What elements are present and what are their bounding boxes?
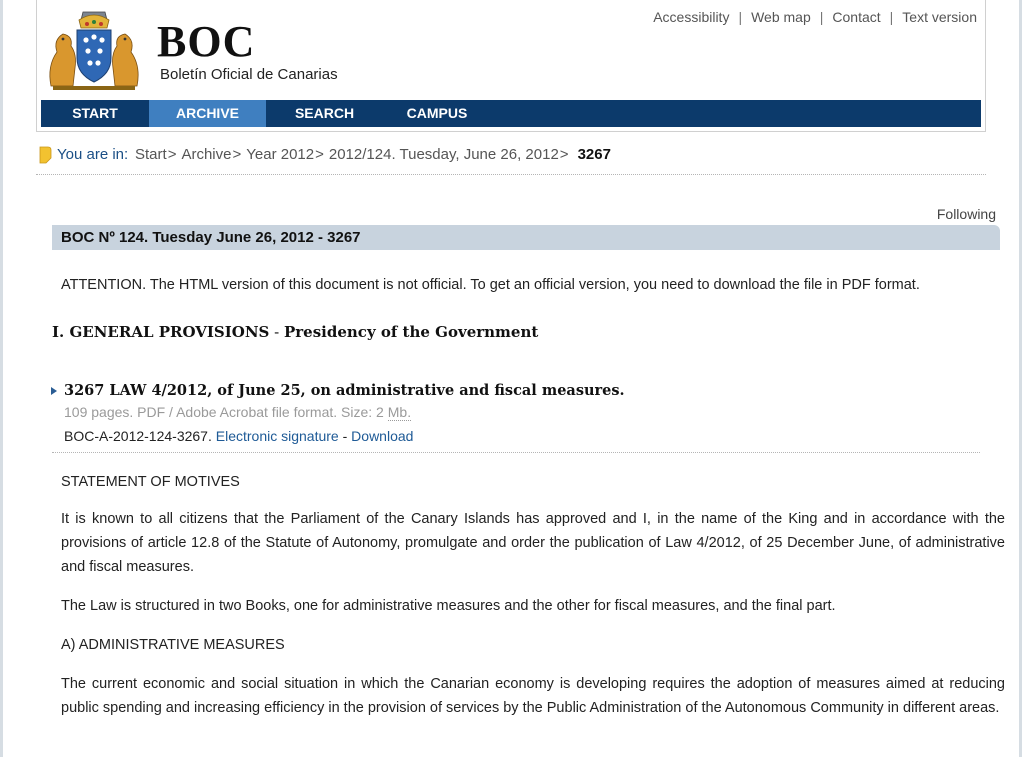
- brand-subtitle: Boletín Oficial de Canarias: [160, 66, 338, 83]
- document-title-bar: [52, 225, 1000, 250]
- accessibility-link[interactable]: Accessibility: [653, 9, 730, 25]
- window-edge-left: [0, 0, 3, 757]
- law-reference-code: BOC-A-2012-124-3267.: [64, 428, 216, 444]
- paragraph-1: It is known to all citizens that the Parliament of the Canary Islands has approved and I, in the name of the King and in accordance with the provisions of article 12.8 of the Statute of Autonomy, promulgate and order the publication of Law 4/2012, of 25 December June, of administrative and fiscal measures.: [61, 511, 1005, 575]
- breadcrumb-item-start[interactable]: Start: [135, 146, 167, 163]
- breadcrumb-separator: >: [232, 146, 242, 163]
- nav-start[interactable]: START: [72, 105, 118, 121]
- nav-search[interactable]: SEARCH: [294, 105, 355, 121]
- canarias-coat-of-arms-icon[interactable]: [43, 6, 145, 92]
- administrative-heading: A) ADMINISTRATIVE MEASURES: [61, 637, 285, 653]
- top-links: [653, 9, 977, 25]
- breadcrumb-item-year[interactable]: Year 2012: [246, 146, 315, 163]
- section-organization: Presidency of the Government: [284, 323, 539, 341]
- electronic-signature-link[interactable]: Electronic signature: [215, 428, 339, 444]
- section-dash: -: [269, 323, 284, 341]
- link-separator: |: [738, 9, 743, 25]
- following-link[interactable]: Following: [936, 206, 996, 222]
- paragraph-3: The current economic and social situation in which the Canarian economy is developing requires the adoption of measures aimed at reducing public spending and increasing efficiency in the provision of services by the Public Administration of the Autonomous Community in different areas.: [61, 676, 1005, 716]
- breadcrumb-trail: [135, 146, 611, 163]
- size-unit: Mb.: [387, 404, 412, 420]
- law-file-info-text: 109 pages. PDF / Adobe Acrobat file format. Size: 2: [64, 404, 388, 420]
- link-separator: |: [819, 9, 824, 25]
- contact-link[interactable]: Contact: [832, 9, 881, 25]
- reference-separator: -: [338, 428, 352, 444]
- section-heading: [52, 323, 538, 341]
- breadcrumb-current: 3267: [577, 146, 611, 163]
- document-title: BOC Nº 124. Tuesday June 26, 2012 - 3267: [61, 229, 361, 246]
- brand-title[interactable]: BOC: [157, 17, 256, 66]
- site-header: [36, 0, 986, 132]
- breadcrumb-separator: >: [559, 146, 569, 163]
- law-title: 3267 LAW 4/2012, of June 25, on administrative and fiscal measures.: [64, 382, 625, 399]
- statement-heading: STATEMENT OF MOTIVES: [61, 474, 240, 490]
- web-map-link[interactable]: Web map: [751, 9, 811, 25]
- link-separator: |: [889, 9, 894, 25]
- law-reference: [64, 428, 413, 444]
- triangle-right-icon: [51, 387, 57, 395]
- main-nav: [41, 100, 981, 127]
- breadcrumb-separator: >: [315, 146, 324, 163]
- nav-archive[interactable]: ARCHIVE: [149, 100, 266, 127]
- nav-campus[interactable]: CAMPUS: [406, 105, 468, 121]
- divider: [52, 452, 980, 453]
- section-name: I. GENERAL PROVISIONS: [52, 323, 270, 341]
- breadcrumb-item-issue[interactable]: 2012/124. Tuesday, June 26, 2012: [328, 146, 559, 163]
- breadcrumb-separator: >: [167, 146, 177, 163]
- breadcrumb-item-archive[interactable]: Archive: [181, 146, 232, 163]
- paragraph-2: The Law is structured in two Books, one for administrative measures and the other for fiscal measures, and the final part.: [61, 598, 836, 614]
- download-link[interactable]: Download: [351, 428, 414, 444]
- location-pin-icon: [38, 146, 52, 168]
- text-version-link[interactable]: Text version: [902, 9, 977, 25]
- breadcrumb-intro: You are in:: [57, 146, 129, 163]
- law-file-info: [64, 404, 411, 420]
- breadcrumb: [36, 144, 986, 175]
- attention-notice: ATTENTION. The HTML version of this document is not official. To get an official version, you need to download the file in PDF format.: [61, 277, 920, 293]
